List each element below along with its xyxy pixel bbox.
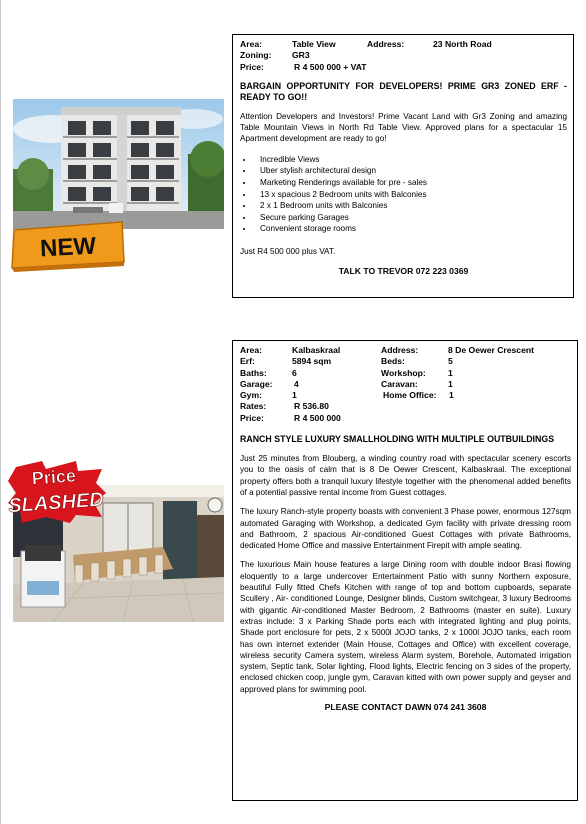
rates-value: R 536.80 [294,401,329,412]
beds-label: Beds: [381,356,405,367]
baths-row [240,368,571,379]
caravan-label: Caravan: [381,378,418,389]
paragraph-features: The luxury Ranch-style property boasts with convenient 3 Phase power, enormous 127sqm automated Garaging with Workshop, a dedicated Gym facility with private dressing room and Bathroom, 2 spacious Air-conditioned Guest Cottages with private Bathrooms, dedicated Home Office and massive Entertainment Firepit with ample seating. [240,507,571,551]
price-note: Just R4 500 000 plus VAT. [240,246,336,256]
area-label: Area: [240,39,262,49]
price-label: Price: [240,61,264,72]
area-row [240,39,567,50]
paragraph-intro: Just 25 minutes from Blouberg, a winding country road with spectacular scenery escorts you to the oasis of calm that is 8 De Oewer Crescent, Kalbaskraal. The exceptional property offers both a tranquil luxury lifestyle together with the phenomenal added benefits of a potential passive rental income from Guest cottages. [240,454,571,497]
address-label: Address: [381,345,419,355]
listing-intro: Attention Developers and Investors! Prime Vacant Land with Gr3 Zoning and amazing Table Mountain Views in North Rd Table View. Approved plans for a spectacular 15 Apartment development are ready to go! [240,111,567,144]
workshop-value: 1 [448,367,453,378]
list-item: • Uber stylish architectural design [254,165,567,177]
apartment-rendering-image [13,99,224,229]
price-value: R 4 500 000 [294,412,341,423]
contact-line: TALK TO TREVOR 072 223 0369 [338,266,469,277]
garage-label: Garage: [240,378,273,389]
listing-kalbaskraal [232,340,578,801]
zoning-row [240,50,567,61]
erf-value: 5894 sqm [292,356,332,367]
paragraph-main-house: The luxurious Main house features a large Dining room with double indoor Brasi flowing eloquently to a large undercover Entertainment Patio with sunny Northern exposure, beautiful Fully fitted Chefs Kitchen with range of top and bottom cupboards, separate Scullery , Air- conditioned Lounge, Designer blinds, Custom switchgear, 3 luxury Bedrooms with gigantic Air-conditioned Master Bedroom, 2 Bathrooms (master en suite). Luxury extras include: 3 x Parking Shade ports each with integrated lighting and plug points, Shade port enclosure for pets, 2 x 5000l JOJO tanks, 2 x 1000l JOJO tanks, each room has own internet extender (Main House, Cottages and Office) with excellent coverage, wireless security Camera system, wireless Alarm system, Borehole, Automated irrigation system, Septic tank, Solar lighting, Flood lights, Electric fencing on 3 sides of the property, enclosed chicken coop, jungle gym, Caravan kitted with own power supply and geyser and approved plans for swimming pool. [240,560,571,694]
list-item: • Secure parking Garages [254,212,567,224]
rates-label: Rates: [240,401,267,412]
price-row [240,62,567,73]
address-value: 23 North Road [433,39,492,49]
zoning-label: Zoning: [240,50,272,61]
garage-value: 4 [294,378,299,389]
price-badge-line1: Price [31,465,77,489]
page-edge [0,0,1,824]
erf-row [240,356,571,367]
price-value: R 4 500 000 + VAT [294,61,367,72]
gym-row [240,390,571,401]
erf-label: Erf: [240,356,255,367]
home-office-label: Home Office: [383,390,437,401]
list-item: • 13 x spacious 2 Bedroom units with Balconies [254,189,567,201]
contact-line: PLEASE CONTACT DAWN 074 241 3608 [324,702,487,713]
workshop-label: Workshop: [381,367,426,378]
rates-row [240,401,571,412]
garage-row [240,379,571,390]
area-value: Table View [292,39,336,49]
new-badge-text: NEW [39,232,97,263]
list-item: • Marketing Renderings available for pre - sales [254,177,567,189]
area-value: Kalbaskraal [292,345,341,355]
list-item: • Convenient storage rooms [254,223,567,235]
new-badge [10,216,126,272]
home-office-value: 1 [449,390,454,401]
address-value: 8 De Oewer Crescent [448,345,534,355]
listing-table-view [232,34,574,298]
gym-value: 1 [292,390,297,401]
listing-headline: BARGAIN OPPORTUNITY FOR DEVELOPERS! PRIME GR3 ZONED ERF - READY TO GO!! [240,80,567,102]
baths-value: 6 [292,367,297,378]
area-row [240,345,571,356]
beds-value: 5 [448,356,453,367]
zoning-value: GR3 [292,50,310,61]
listing-headline: RANCH STYLE LUXURY SMALLHOLDING WITH MULTIPLE OUTBUILDINGS [240,434,555,445]
price-slashed-badge [6,459,108,525]
feature-list [240,154,567,235]
baths-label: Baths: [240,367,267,378]
list-item: • Incredible Views [254,154,567,166]
price-label: Price: [240,412,264,423]
area-label: Area: [240,345,262,355]
price-badge-line2: SLASHED [7,488,105,518]
price-row [240,413,571,424]
address-label: Address: [367,39,405,49]
gym-label: Gym: [240,390,262,401]
list-item: • 2 x 1 Bedroom units with Balconies [254,200,567,212]
caravan-value: 1 [448,378,453,389]
